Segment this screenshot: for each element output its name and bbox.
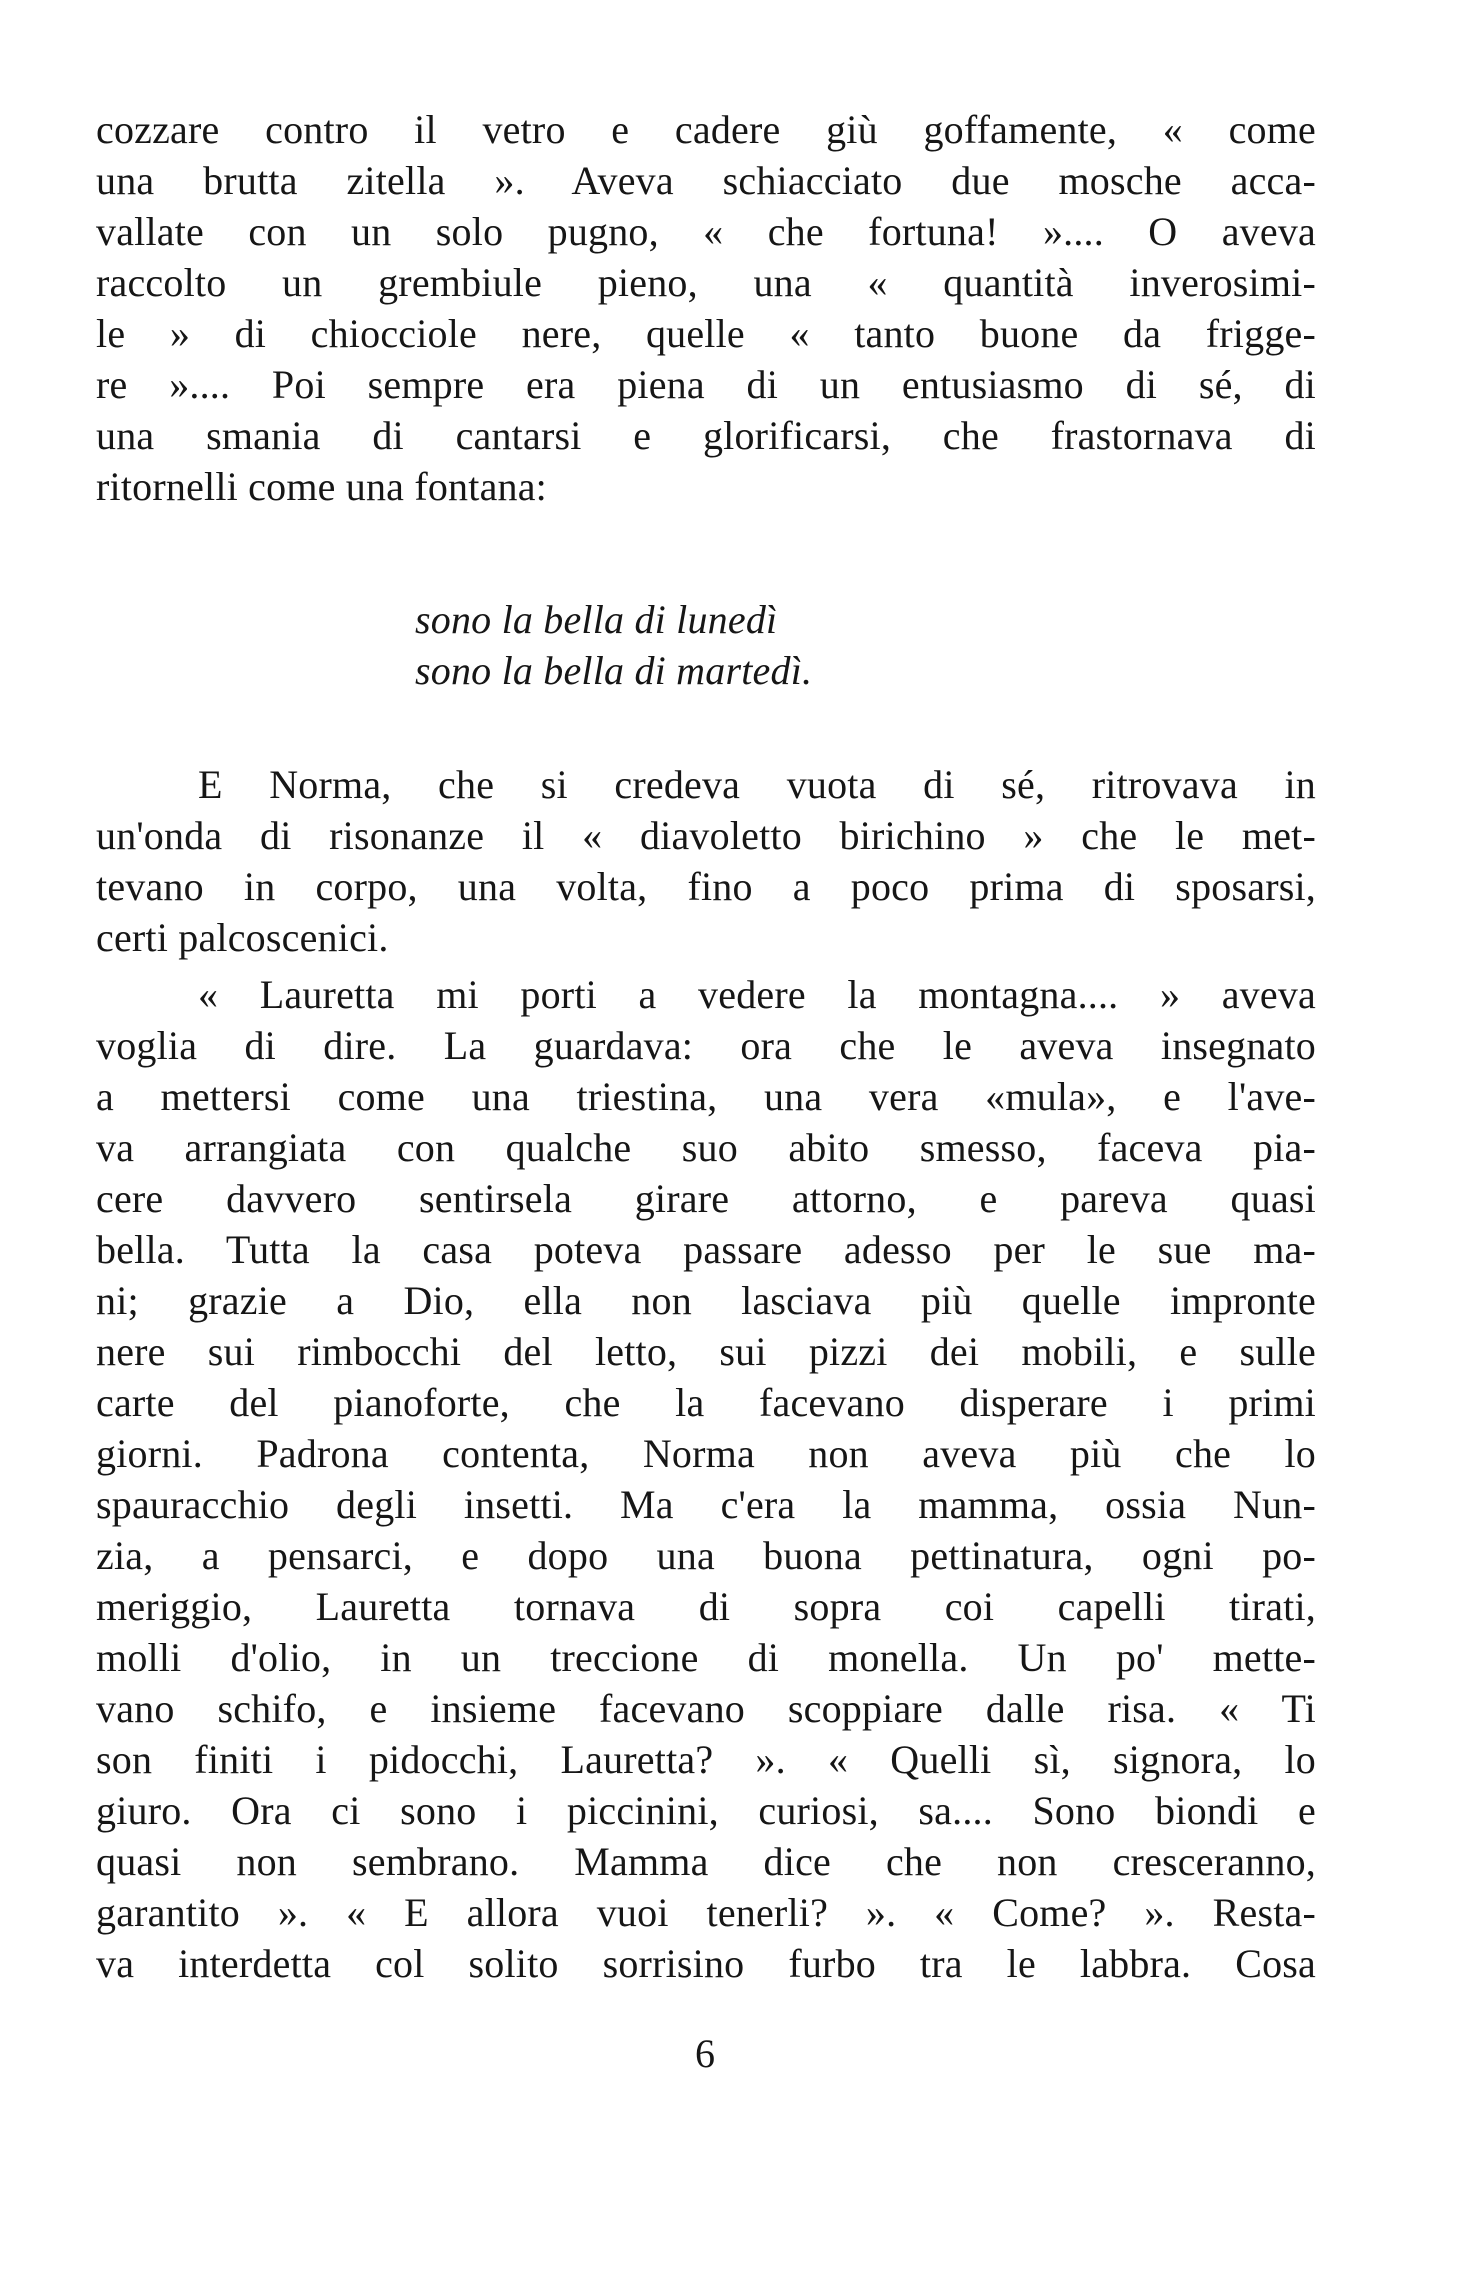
text-line: cozzare contro il vetro e cadere giù goffamente, « come xyxy=(96,107,1316,152)
text-line: molli d'olio, in un treccione di monella. Un po' mette- xyxy=(96,1635,1316,1680)
text-line: una brutta zitella ». Aveva schiacciato due mosche acca- xyxy=(96,158,1316,203)
verse-line: sono la bella di martedì. xyxy=(415,648,813,693)
text-line: son finiti i pidocchi, Lauretta? ». « Quelli sì, signora, lo xyxy=(96,1737,1316,1782)
text-line: va interdetta col solito sorrisino furbo tra le labbra. Cosa xyxy=(96,1941,1316,1986)
text-line: re ».... Poi sempre era piena di un entusiasmo di sé, di xyxy=(96,362,1316,407)
text-line: giuro. Ora ci sono i piccinini, curiosi, sa.... Sono biondi e xyxy=(96,1788,1316,1833)
text-line: tevano in corpo, una volta, fino a poco prima di sposarsi, xyxy=(96,864,1316,909)
text-line: a mettersi come una triestina, una vera «mula», e l'ave- xyxy=(96,1074,1316,1119)
text-line: una smania di cantarsi e glorificarsi, che frastornava di xyxy=(96,413,1316,458)
text-line: giorni. Padrona contenta, Norma non aveva più che lo xyxy=(96,1431,1316,1476)
text-line: va arrangiata con qualche suo abito smesso, faceva pia- xyxy=(96,1125,1316,1170)
text-line: certi palcoscenici. xyxy=(96,915,389,960)
text-line: spauracchio degli insetti. Ma c'era la mamma, ossia Nun- xyxy=(96,1482,1316,1527)
text-line: quasi non sembrano. Mamma dice che non cresceranno, xyxy=(96,1839,1316,1884)
text-line: ritornelli come una fontana: xyxy=(96,464,547,509)
text-line: bella. Tutta la casa poteva passare adesso per le sue ma- xyxy=(96,1227,1316,1272)
text-line: raccolto un grembiule pieno, una « quantità inverosimi- xyxy=(96,260,1316,305)
text-line: carte del pianoforte, che la facevano disperare i primi xyxy=(96,1380,1316,1425)
text-line: cere davvero sentirsela girare attorno, e pareva quasi xyxy=(96,1176,1316,1221)
text-line: E Norma, che si credeva vuota di sé, ritrovava in xyxy=(198,762,1316,807)
verse-line: sono la bella di lunedì xyxy=(415,597,778,642)
text-line: le » di chiocciole nere, quelle « tanto buone da frigge- xyxy=(96,311,1316,356)
text-line: vano schifo, e insieme facevano scoppiare dalle risa. « Ti xyxy=(96,1686,1316,1731)
text-line: « Lauretta mi porti a vedere la montagna.... » aveva xyxy=(198,972,1316,1017)
text-line: meriggio, Lauretta tornava di sopra coi capelli tirati, xyxy=(96,1584,1316,1629)
text-line: voglia di dire. La guardava: ora che le aveva insegnato xyxy=(96,1023,1316,1068)
text-line: garantito ». « E allora vuoi tenerli? ». « Come? ». Resta- xyxy=(96,1890,1316,1935)
text-line: vallate con un solo pugno, « che fortuna! ».... O aveva xyxy=(96,209,1316,254)
text-line: un'onda di risonanze il « diavoletto birichino » che le met- xyxy=(96,813,1316,858)
text-line: nere sui rimbocchi del letto, sui pizzi dei mobili, e sulle xyxy=(96,1329,1316,1374)
text-line: ni; grazie a Dio, ella non lasciava più quelle impronte xyxy=(96,1278,1316,1323)
page-number: 6 xyxy=(695,2031,715,2076)
text-line: zia, a pensarci, e dopo una buona pettinatura, ogni po- xyxy=(96,1533,1316,1578)
